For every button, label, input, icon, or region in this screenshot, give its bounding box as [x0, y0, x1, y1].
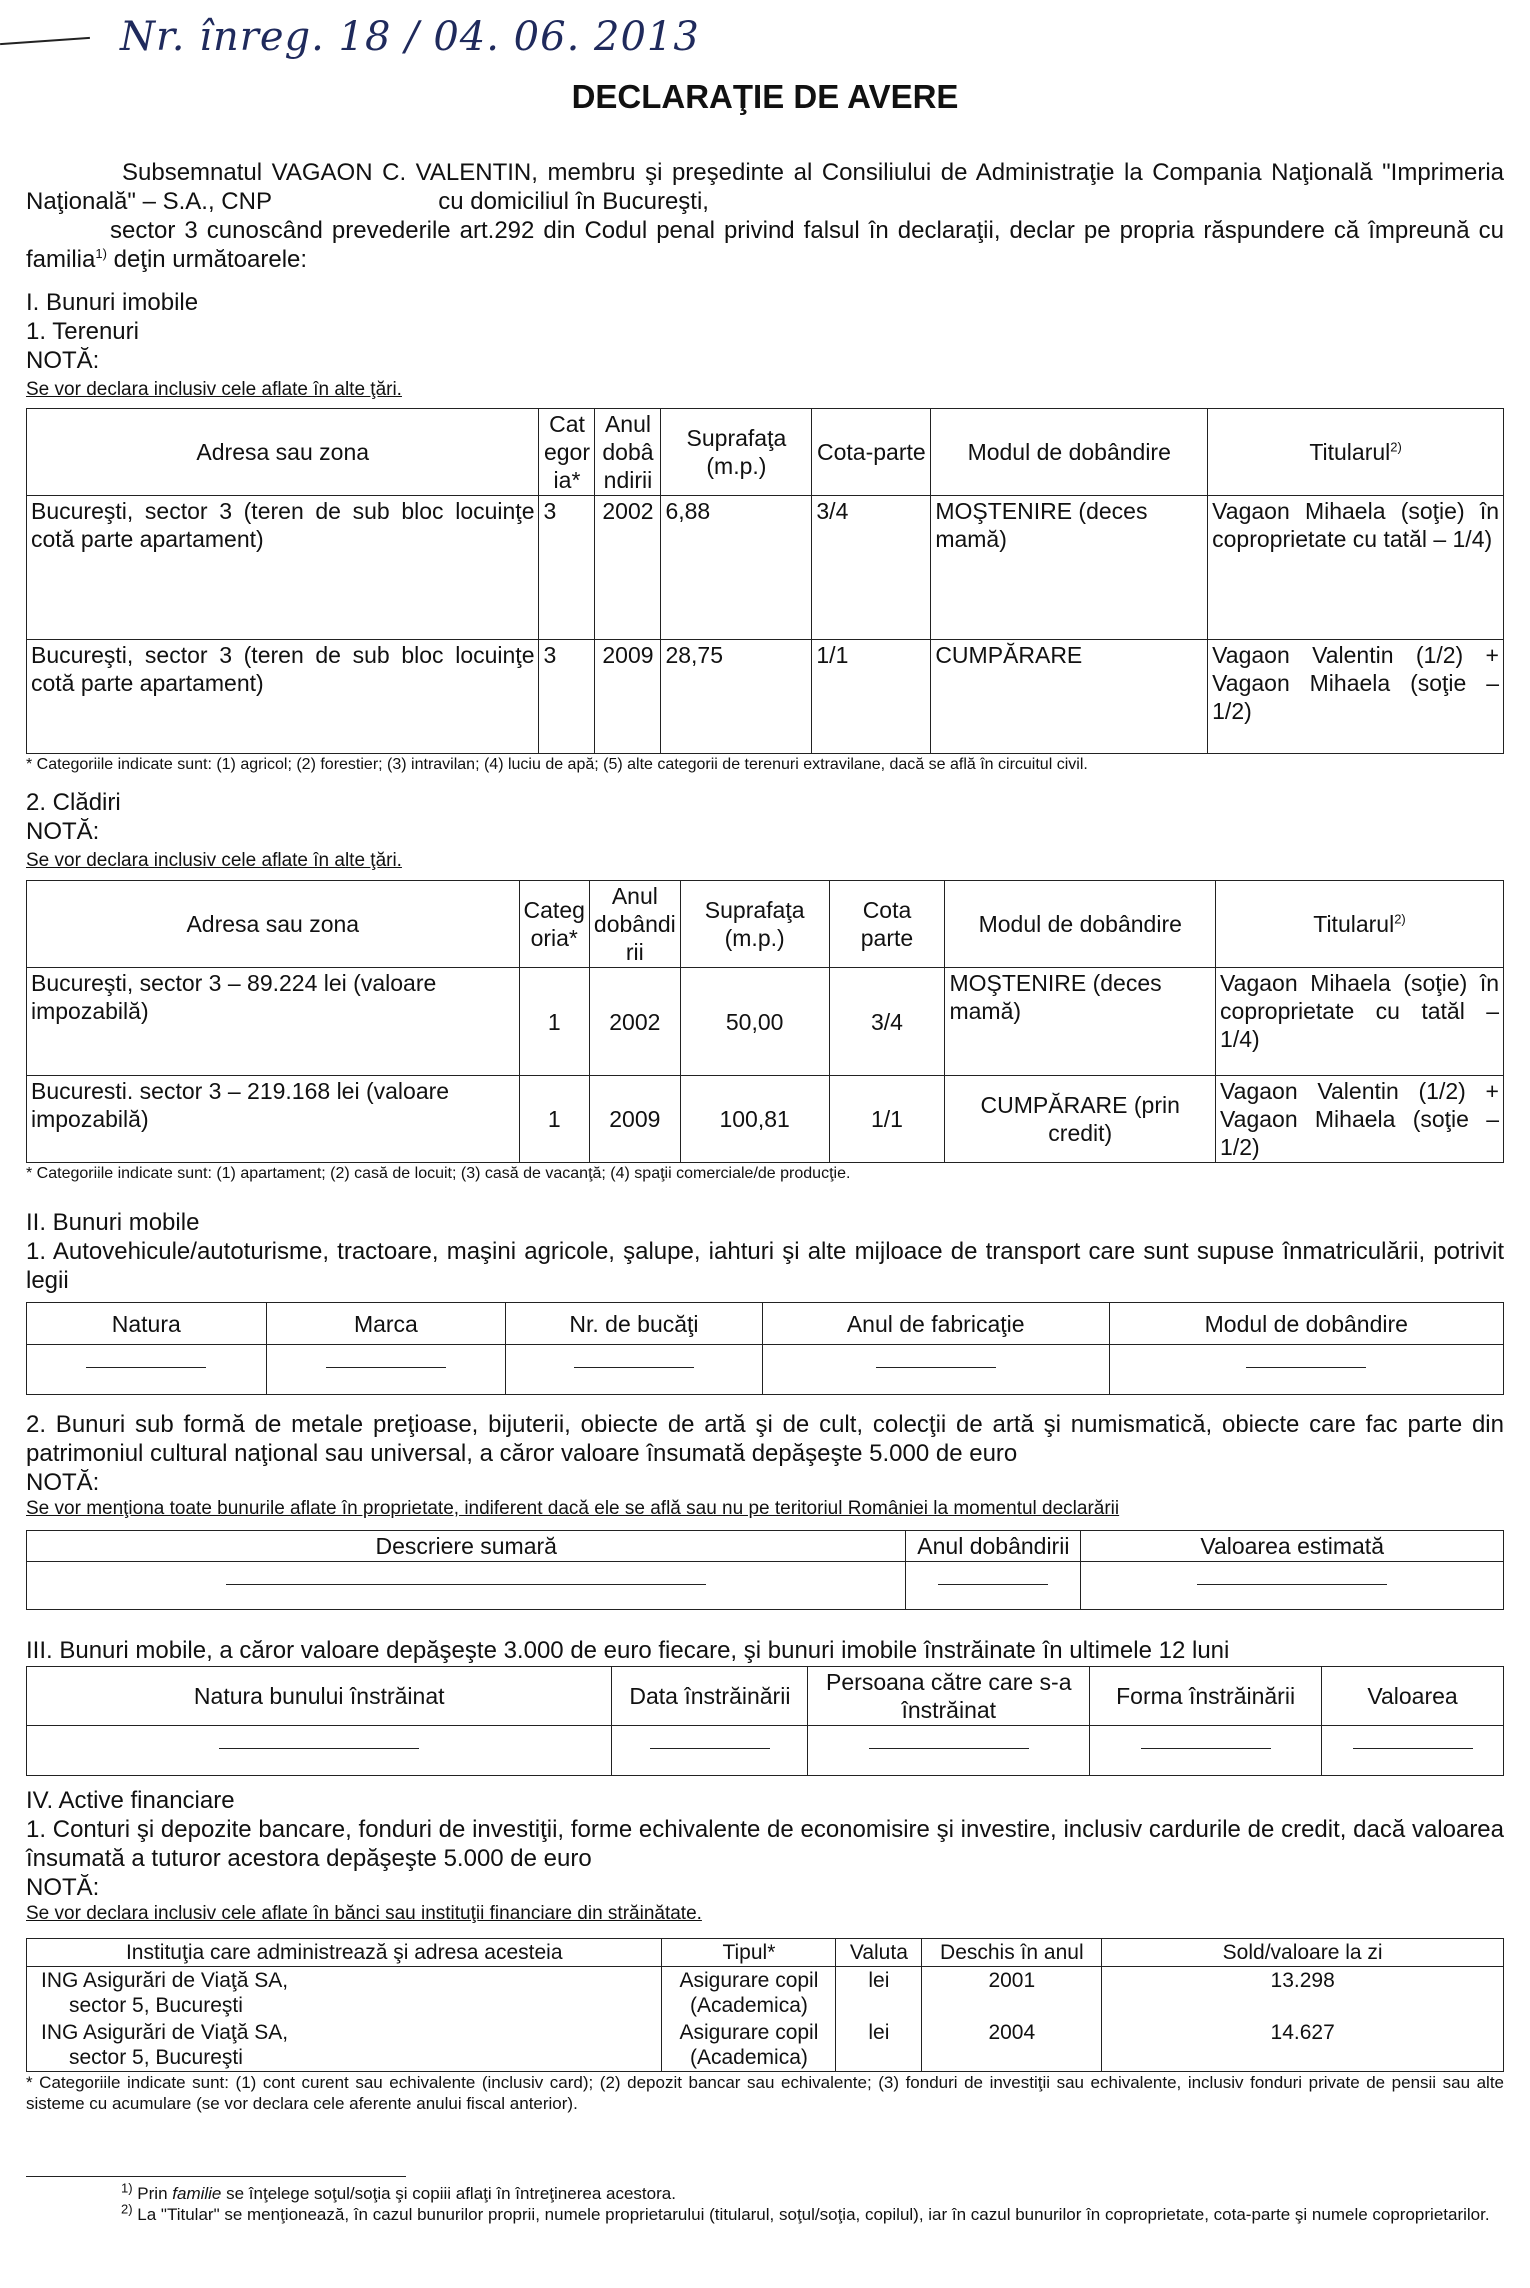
accounts-col-sold: Sold/valoare la zi: [1102, 1939, 1504, 1967]
alienated-col-data: Data înstrăinării: [612, 1667, 808, 1726]
vehicle-col-marca: Marca: [266, 1303, 506, 1345]
build-table-wrap: [26, 880, 1504, 1184]
account2-anul: 2004: [922, 2019, 1102, 2072]
land-titular-label: Titularul: [1309, 439, 1391, 465]
nota-text: Se vor declara inclusiv cele aflate în alte ţări.: [26, 379, 402, 400]
accounts-col-institutia: Instituţia care administrează şi adresa acesteia: [27, 1939, 662, 1967]
land-row2-titular: Vagaon Valentin (1/2) + Vagaon Mihaela (soţie – 1/2): [1208, 640, 1504, 754]
account1-valuta: lei: [836, 1967, 922, 2020]
vehicle-empty-cell: [506, 1345, 763, 1395]
build-row1-titular: Vagaon Mihaela (soţie) în coproprietate cu tatăl – 1/4): [1216, 968, 1504, 1076]
vehicle-empty-cell: [266, 1345, 506, 1395]
accounts-col-tipul: Tipul*: [662, 1939, 836, 1967]
alienated-empty-cell: [1322, 1726, 1504, 1776]
alienated-empty-cell: [612, 1726, 808, 1776]
land-col-anul: Anul dobâ ndirii: [595, 409, 661, 496]
accounts-footnote: * Categoriile indicate sunt: (1) cont curent sau echivalente (inclusiv card); (2) depozit bancar sau echivalente; (3) fonduri de investiţii sau echivalente, inclusiv fonduri private de pensii sau alte sisteme cu acumulare (se vor declara cele aferente anului fiscal anterior).: [26, 2073, 1504, 2113]
build-row1-mod: MOŞTENIRE (deces mamă): [945, 968, 1216, 1076]
valuables-empty-cell: [27, 1562, 906, 1610]
footnote-divider: [26, 2176, 406, 2177]
table-row: [27, 1076, 1504, 1163]
section-3: [26, 1636, 1504, 1665]
build-row2-titular: Vagaon Valentin (1/2) + Vagaon Mihaela (soţie – 1/2): [1216, 1076, 1504, 1163]
build-row2-cota: 1/1: [829, 1076, 945, 1163]
vehicle-empty-cell: [1109, 1345, 1503, 1395]
build-col-titular: [1216, 881, 1504, 968]
vehicle-col-anul: Anul de fabricaţie: [762, 1303, 1109, 1345]
footnote-1-post: se înţelege soţul/soţia şi copiii aflaţi în întreţinerea acestora.: [226, 2184, 676, 2203]
account1-inst-address: sector 5, Bucureşti: [69, 1994, 243, 2017]
section-2-heading: II. Bunuri mobile: [26, 1209, 200, 1236]
land-row1-cota: 3/4: [812, 496, 931, 640]
vehicle-col-natura: Natura: [27, 1303, 267, 1345]
land-row2-suprafata: 28,75: [661, 640, 812, 754]
table-row: [27, 640, 1504, 754]
account2-sold: 14.627: [1102, 2019, 1504, 2072]
intro-domicile: cu domiciliul în Bucureşti,: [438, 188, 709, 215]
build-footnote: * Categoriile indicate sunt: (1) apartament; (2) casă de locuit; (3) casă de vacanţă; (4) spaţii comerciale/de producţie.: [26, 1165, 851, 1182]
section-2-sub2: 2. Bunuri sub formă de metale preţioase, bijuterii, obiecte de artă şi de cult, colecţii de artă şi numismatică, obiecte care fac parte din patrimoniul cultural naţional sau universal, a căror valoare însumată depăşeşte 5.000 de euro: [26, 1411, 1504, 1467]
build-row1-anul: 2002: [589, 968, 680, 1076]
valuables-section: [26, 1410, 1504, 1520]
build-titular-label: Titularul: [1313, 911, 1395, 937]
land-row1-adresa: Bucureşti, sector 3 (teren de sub bloc locuinţe cotă parte apartament): [27, 496, 539, 640]
account1-inst-name: ING Asigurări de Viaţă SA,: [41, 1969, 289, 1992]
section-1-heading: I. Bunuri imobile: [26, 289, 199, 316]
valuables-col-descriere: Descriere sumară: [27, 1531, 906, 1562]
alienated-table-wrap: [26, 1666, 1504, 1776]
land-row2-cat: 3: [539, 640, 595, 754]
section-4-heading: IV. Active financiare: [26, 1787, 235, 1814]
build-col-mod: Modul de dobândire: [945, 881, 1216, 968]
table-row: [27, 968, 1504, 1076]
section-4: [26, 1786, 1504, 1925]
pen-stroke: [0, 37, 90, 45]
table-row: [27, 2019, 1504, 2072]
alienated-empty-cell: [27, 1726, 612, 1776]
buildings-table: [26, 880, 1504, 1163]
intro-line2: sector 3 cunoscând prevederile art.292 din Codul penal privind falsul în declaraţii, declar pe propria răspundere că împreună cu familia: [26, 217, 1504, 273]
land-col-suprafata: Suprafaţa (m.p.): [661, 409, 812, 496]
land-titular-sup: 2): [1390, 439, 1402, 455]
vehicle-table-wrap: [26, 1302, 1504, 1395]
buildings-section: [26, 788, 1504, 872]
vehicles-table: [26, 1302, 1504, 1395]
vehicle-col-bucati: Nr. de bucăţi: [506, 1303, 763, 1345]
land-footnote: * Categoriile indicate sunt: (1) agricol; (2) forestier; (3) intravilan; (4) luciu de apă; (5) alte categorii de terenuri extravilane, dacă se află în circuitul civil.: [26, 756, 1088, 773]
alienated-col-natura: Natura bunului înstrăinat: [27, 1667, 612, 1726]
section-2-sub1: 1. Autovehicule/autoturisme, tractoare, maşini agricole, şalupe, iahturi şi alte mijloace de transport care sunt supuse înmatriculării, potrivit legii: [26, 1238, 1504, 1294]
land-row1-mod: MOŞTENIRE (deces mamă): [931, 496, 1208, 640]
build-col-adresa: Adresa sau zona: [27, 881, 520, 968]
valuables-table-wrap: [26, 1530, 1504, 1610]
footnote-2: [26, 2201, 1504, 2225]
section-4-sub1: 1. Conturi şi depozite bancare, fonduri de investiţii, forme echivalente de economisire şi investire, inclusiv cardurile de credit, dacă valoarea însumată a tuturor acestora depăşeşte 5.000 de euro: [26, 1816, 1504, 1872]
alienated-col-valoare: Valoarea: [1322, 1667, 1504, 1726]
land-row2-mod: CUMPĂRARE: [931, 640, 1208, 754]
nota4-label: NOTĂ:: [26, 1874, 100, 1901]
vehicle-empty-cell: [762, 1345, 1109, 1395]
build-row1-cat: 1: [519, 968, 589, 1076]
land-table-wrap: [26, 408, 1504, 775]
footnote-2-sup: 2): [121, 2201, 133, 2217]
intro-paragraph: [26, 158, 1504, 274]
account2-institutie: [27, 2019, 662, 2072]
valuables-empty-cell: [906, 1562, 1081, 1610]
build-row2-mod: CUMPĂRARE (prin credit): [945, 1076, 1216, 1163]
valuables-col-anul: Anul dobândirii: [906, 1531, 1081, 1562]
build-titular-sup: 2): [1394, 911, 1406, 927]
land-row2-cota: 1/1: [812, 640, 931, 754]
accounts-table: [26, 1938, 1504, 2072]
build-col-cota: Cota parte: [829, 881, 945, 968]
build-row1-suprafata: 50,00: [680, 968, 829, 1076]
build-row2-anul: 2009: [589, 1076, 680, 1163]
alienated-table: [26, 1666, 1504, 1776]
footnote-1-pre: Prin: [137, 2184, 168, 2203]
valuables-table: [26, 1530, 1504, 1610]
accounts-col-valuta: Valuta: [836, 1939, 922, 1967]
nota3-text: Se vor menţiona toate bunurile aflate în proprietate, indiferent dacă ele se află sau nu pe teritoriul României la momentul declarării: [26, 1498, 1120, 1519]
land-row1-cat: 3: [539, 496, 595, 640]
valuables-empty-cell: [1081, 1562, 1504, 1610]
intro-line2-end: deţin următoarele:: [113, 246, 308, 273]
intro-sup: 1): [95, 246, 107, 261]
vehicle-empty-cell: [27, 1345, 267, 1395]
alienated-col-forma: Forma înstrăinării: [1090, 1667, 1322, 1726]
land-row1-titular: Vagaon Mihaela (soţie) în coproprietate cu tatăl – 1/4): [1208, 496, 1504, 640]
land-col-adresa: Adresa sau zona: [27, 409, 539, 496]
footnotes: [26, 2176, 1504, 2225]
table-row: [27, 1345, 1504, 1395]
land-col-titular: [1208, 409, 1504, 496]
build-col-cat: Categ oria*: [519, 881, 589, 968]
nota2-text: Se vor declara inclusiv cele aflate în alte ţări.: [26, 850, 402, 871]
build-col-anul: Anul dobândi rii: [589, 881, 680, 968]
section-2: [26, 1208, 1504, 1295]
alienated-empty-cell: [808, 1726, 1090, 1776]
footnote-1-em: familie: [172, 2184, 222, 2203]
accounts-col-anul: Deschis în anul: [922, 1939, 1102, 1967]
document-title: DECLARAŢIE DE AVERE: [571, 78, 959, 115]
account1-institutie: [27, 1967, 662, 2020]
footnote-1: [26, 2180, 1504, 2204]
land-row2-anul: 2009: [595, 640, 661, 754]
land-table: [26, 408, 1504, 754]
account2-tip: Asigurare copil (Academica): [662, 2019, 836, 2072]
nota3-label: NOTĂ:: [26, 1469, 100, 1496]
build-row2-suprafata: 100,81: [680, 1076, 829, 1163]
land-col-cota: Cota-parte: [812, 409, 931, 496]
valuables-col-valoare: Valoarea estimată: [1081, 1531, 1504, 1562]
build-row1-cota: 3/4: [829, 968, 945, 1076]
buildings-heading: 2. Clădiri: [26, 789, 121, 816]
alienated-col-persoana: Persoana către care s-a înstrăinat: [808, 1667, 1090, 1726]
nota4-text: Se vor declara inclusiv cele aflate în bănci sau instituţii financiare din străinătate.: [26, 1903, 702, 1924]
build-row1-adresa: Bucureşti, sector 3 – 89.224 lei (valoare impozabilă): [27, 968, 520, 1076]
section-3-heading: III. Bunuri mobile, a căror valoare depăşeşte 3.000 de euro fiecare, şi bunuri imobile înstrăinate în ultimele 12 luni: [26, 1637, 1230, 1664]
account1-anul: 2001: [922, 1967, 1102, 2020]
build-row2-cat: 1: [519, 1076, 589, 1163]
account2-valuta: lei: [836, 2019, 922, 2072]
table-row: [27, 496, 1504, 640]
alienated-empty-cell: [1090, 1726, 1322, 1776]
account2-inst-address: sector 5, Bucureşti: [69, 2046, 243, 2069]
section-1-sub1: 1. Terenuri: [26, 318, 139, 345]
land-row1-anul: 2002: [595, 496, 661, 640]
land-col-mod: Modul de dobândire: [931, 409, 1208, 496]
table-row: [27, 1726, 1504, 1776]
table-row: [27, 1967, 1504, 2020]
account1-sold: 13.298: [1102, 1967, 1504, 2020]
accounts-table-wrap: [26, 1938, 1504, 2114]
land-col-cat: Cat egor ia*: [539, 409, 595, 496]
table-row: [27, 1562, 1504, 1610]
section-1: [26, 288, 1504, 401]
vehicle-col-mod: Modul de dobândire: [1109, 1303, 1503, 1345]
nota2-label: NOTĂ:: [26, 818, 100, 845]
intro-line1: Subsemnatul VAGAON C. VALENTIN, membru şi preşedinte al Consiliului de Administraţie la Compania Naţională "Imprimeria Naţională" – S.A., CNP: [26, 159, 1504, 215]
build-row2-adresa: Bucuresti. sector 3 – 219.168 lei (valoare impozabilă): [27, 1076, 520, 1163]
account1-tip: Asigurare copil (Academica): [662, 1967, 836, 2020]
land-row1-suprafata: 6,88: [661, 496, 812, 640]
registration-note: Nr. înreg. 18 / 04. 06. 2013: [120, 14, 700, 60]
build-col-suprafata: Suprafaţa (m.p.): [680, 881, 829, 968]
nota-label: NOTĂ:: [26, 347, 100, 374]
account2-inst-name: ING Asigurări de Viaţă SA,: [41, 2021, 289, 2044]
footnote-2-text: La "Titular" se menţionează, în cazul bunurilor proprii, numele proprietarului (titularul, soţul/soţia, copilul), iar în cazul bunurilor în coproprietate, cota-parte şi numele coproprietarilor.: [137, 2205, 1490, 2224]
footnote-1-sup: 1): [121, 2180, 133, 2196]
land-row2-adresa: Bucureşti, sector 3 (teren de sub bloc locuinţe cotă parte apartament): [27, 640, 539, 754]
